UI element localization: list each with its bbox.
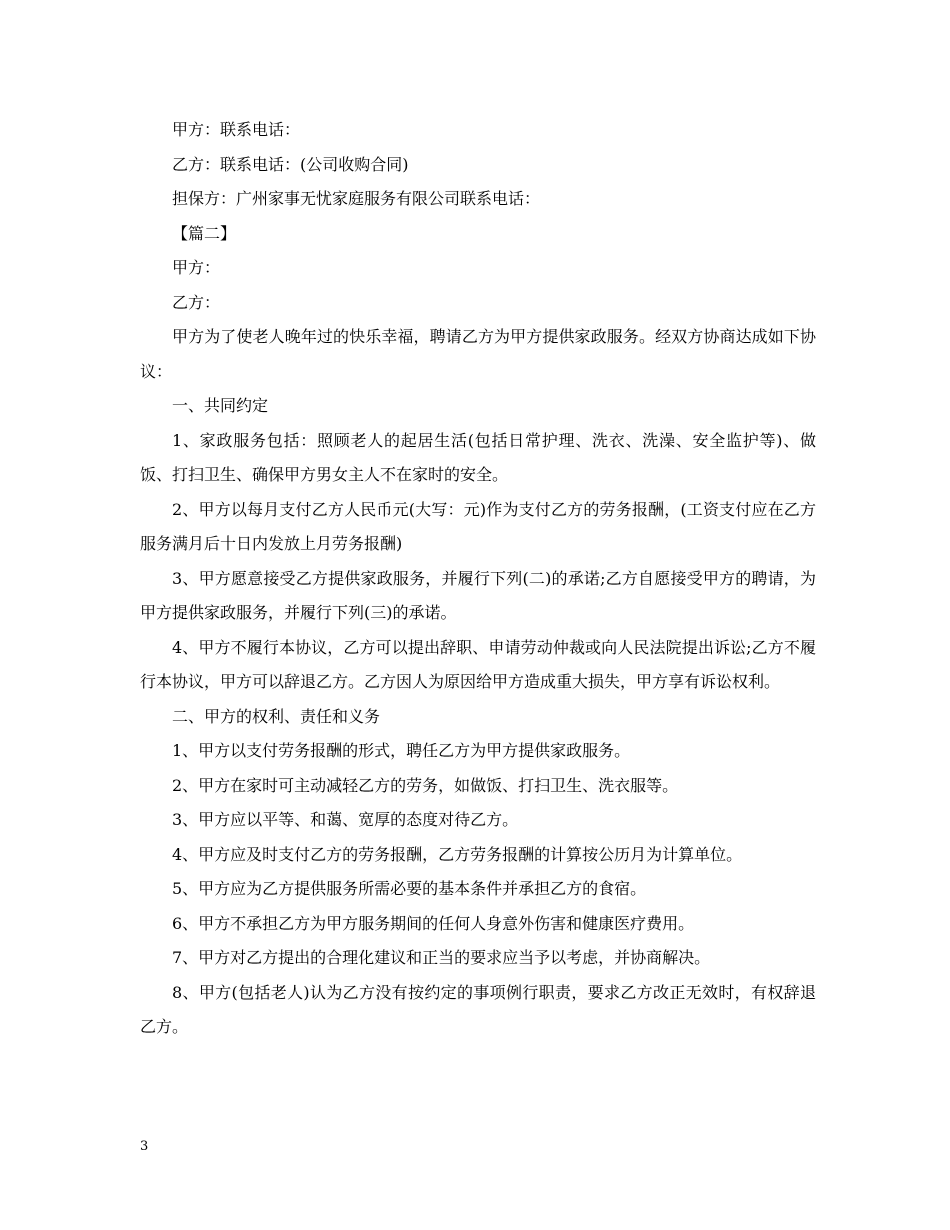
clause-2-4: 4、甲方应及时支付乙方的劳务报酬，乙方劳务报酬的计算按公历月为计算单位。 <box>172 844 743 864</box>
party-b-line: 乙方： <box>172 292 221 312</box>
clause-1-1: 1、家政服务包括：照顾老人的起居生活(包括日常护理、洗衣、洗澡、安全监护等)、做饭、打扫卫生、确保甲方男女主人不在家时的安全。 <box>140 430 816 484</box>
guarantor-contact-line: 担保方：广州家事无忧家庭服务有限公司联系电话： <box>172 189 541 208</box>
section-heading-party-a-rights: 二、甲方的权利、责任和义务 <box>172 706 381 726</box>
clause-2-6: 6、甲方不承担乙方为甲方服务期间的任何人身意外伤害和健康医疗费用。 <box>172 913 695 933</box>
clause-1-3: 3、甲方愿意接受乙方提供家政服务，并履行下列(二)的承诺;乙方自愿接受甲方的聘请，为甲方提供家政服务，并履行下列(三)的承诺。 <box>140 568 816 622</box>
clause-1-4: 4、甲方不履行本协议，乙方可以提出辞职、申请劳动仲裁或向人民法院提出诉讼;乙方不履行本协议，甲方可以辞退乙方。乙方因人为原因给甲方造成重大损失，甲方享有诉讼权利。 <box>140 637 816 691</box>
section-heading-part-two: 【篇二】 <box>172 223 237 243</box>
party-a-contact-line: 甲方：联系电话： <box>172 120 301 139</box>
clause-2-2: 2、甲方在家时可主动减轻乙方的劳务，如做饭、打扫卫生、洗衣服等。 <box>172 775 679 795</box>
clause-2-5: 5、甲方应为乙方提供服务所需必要的基本条件并承担乙方的食宿。 <box>172 879 647 898</box>
party-a-line: 甲方： <box>172 258 221 277</box>
clause-2-1: 1、甲方以支付劳务报酬的形式，聘任乙方为甲方提供家政服务。 <box>172 741 631 760</box>
clause-1-2: 2、甲方以每月支付乙方人民币元(大写：元)作为支付乙方的劳务报酬，(工资支付应在乙方服务满月后十日内发放上月劳务报酬) <box>140 499 816 553</box>
party-b-contact-line: 乙方：联系电话：(公司收购合同) <box>172 154 409 174</box>
clause-2-3: 3、甲方应以平等、和蔼、宽厚的态度对待乙方。 <box>172 810 519 829</box>
document-body <box>140 113 816 1045</box>
agreement-preamble: 甲方为了使老人晚年过的快乐幸福，聘请乙方为甲方提供家政服务。经双方协商达成如下协议： <box>140 327 816 381</box>
page-number: 3 <box>140 1139 149 1154</box>
clause-2-7: 7、甲方对乙方提出的合理化建议和正当的要求应当予以考虑，并协商解决。 <box>172 948 711 967</box>
clause-2-8: 8、甲方(包括老人)认为乙方没有按约定的事项例行职责，要求乙方改正无效时，有权辞退乙方。 <box>140 982 816 1036</box>
section-heading-common-terms: 一、共同约定 <box>172 396 269 415</box>
